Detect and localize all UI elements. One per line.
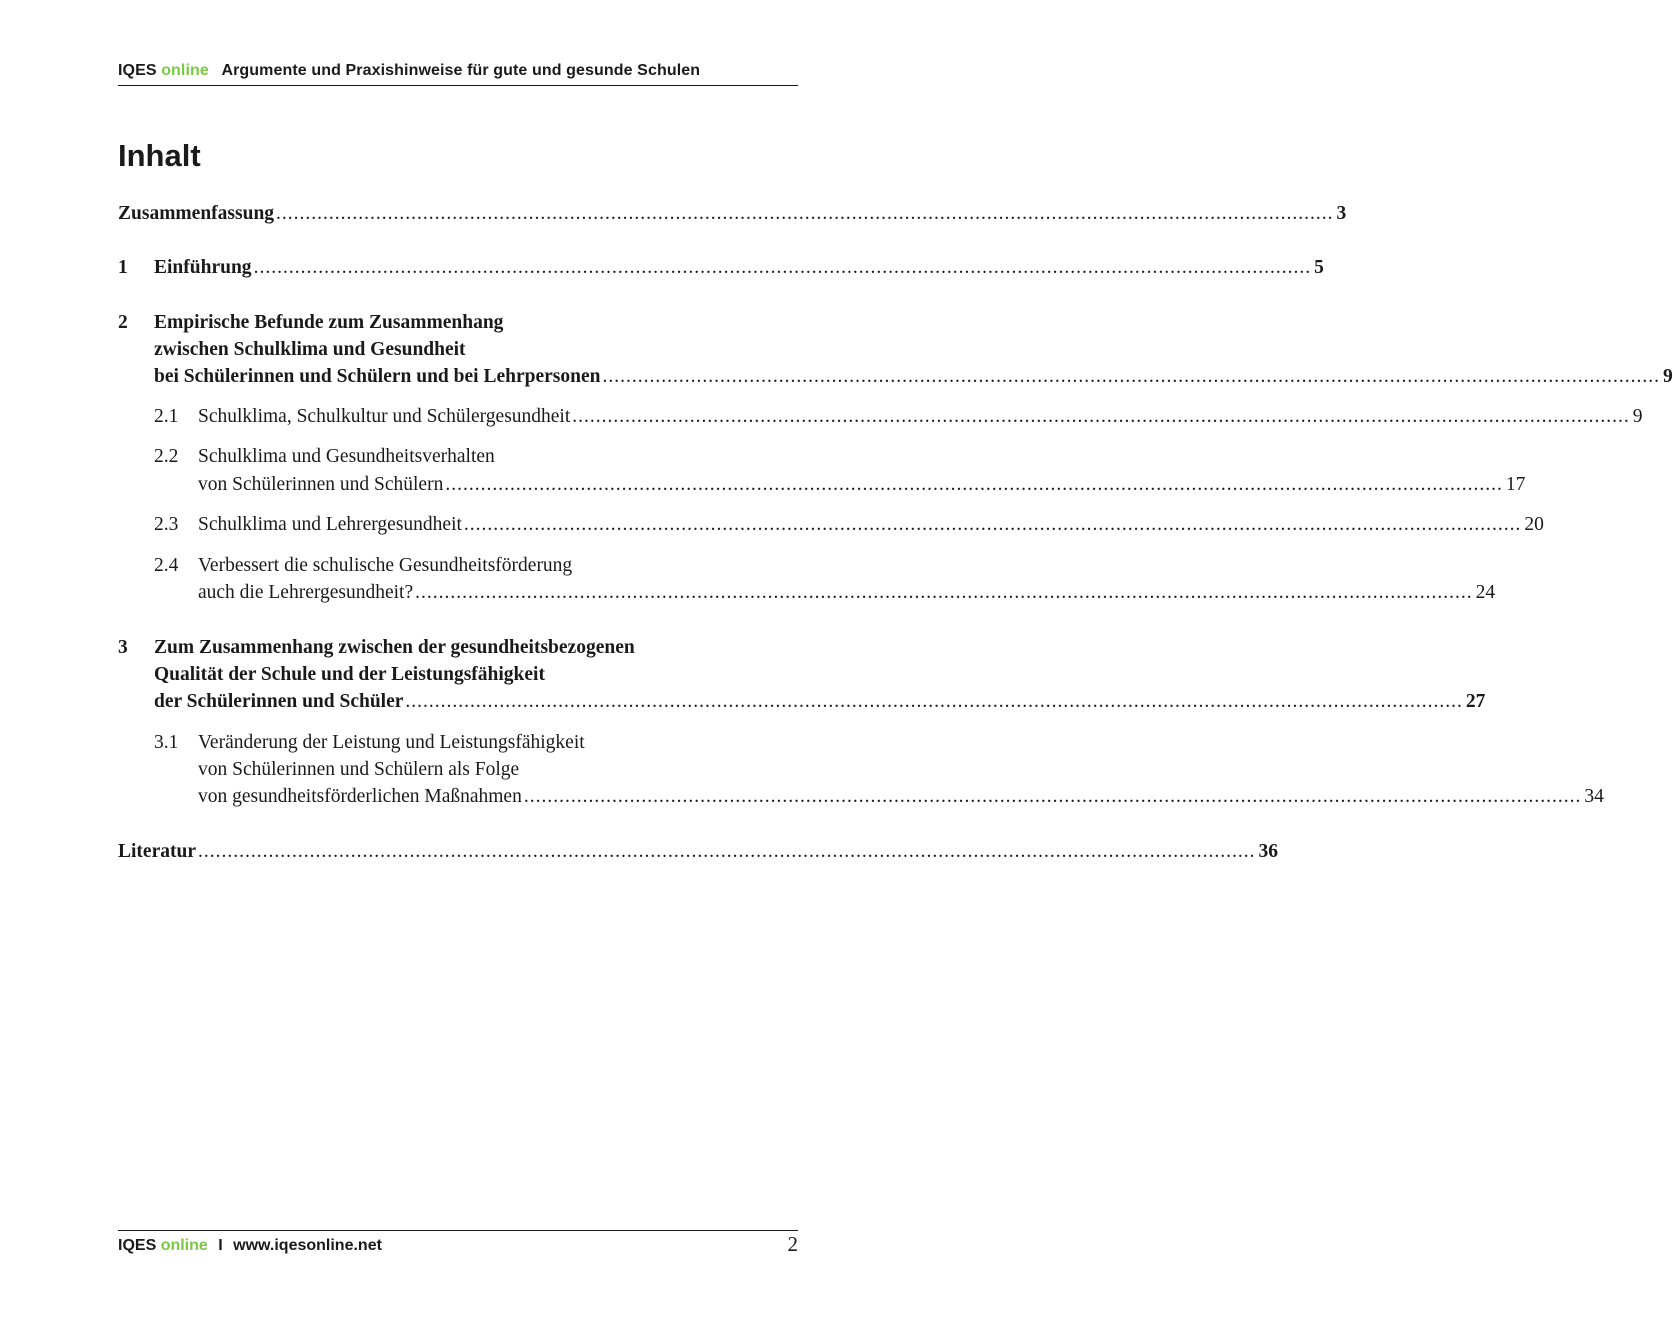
footer-separator: I bbox=[218, 1237, 223, 1254]
toc-page-number: 9 bbox=[1662, 366, 1673, 387]
toc-entry-label: Literatur bbox=[118, 841, 196, 862]
toc-entry-summary[interactable] bbox=[118, 201, 1347, 227]
toc-entry-label: Einführung bbox=[154, 257, 252, 278]
toc-page-number: 20 bbox=[1524, 514, 1544, 535]
toc-entry-chapter-2-line-2 bbox=[118, 337, 798, 363]
running-header bbox=[118, 62, 798, 80]
toc-page-number: 9 bbox=[1632, 406, 1643, 427]
toc-entry-label: Schulklima, Schulkultur und Schülergesundheit bbox=[198, 406, 571, 427]
toc-chapter-number: 1 bbox=[118, 257, 128, 278]
footer-divider bbox=[118, 1230, 798, 1231]
toc-leader-dots: .................................................................................................................................................................................... bbox=[445, 474, 1503, 495]
toc-entry-label: Qualität der Schule und der Leistungsfähigkeit bbox=[154, 664, 545, 685]
toc-entry-label: Zusammenfassung bbox=[118, 203, 275, 224]
toc-entry-section-2-4-line-2[interactable] bbox=[118, 580, 1496, 606]
toc-section-number: 3.1 bbox=[154, 732, 179, 753]
toc-entry-label: Veränderung der Leistung und Leistungsfähigkeit bbox=[198, 732, 585, 753]
toc-entry-label: Empirische Befunde zum Zusammenhang bbox=[154, 312, 504, 333]
toc-entry-label: von Schülerinnen und Schülern bbox=[198, 474, 444, 495]
toc-page-number: 24 bbox=[1475, 582, 1496, 603]
toc-page-number: 36 bbox=[1258, 841, 1278, 862]
toc-leader-dots: .................................................................................................................................................................................... bbox=[572, 406, 1630, 427]
toc-leader-dots: .................................................................................................................................................................................... bbox=[405, 691, 1463, 712]
toc-section-number: 2.4 bbox=[154, 555, 179, 576]
toc-entry-label: von Schülerinnen und Schülern als Folge bbox=[198, 759, 520, 780]
toc-chapter-number: 3 bbox=[118, 637, 128, 658]
toc-leader-dots: .................................................................................................................................................................................... bbox=[415, 582, 1473, 603]
toc-entry-section-3-1-line-2 bbox=[118, 757, 798, 783]
toc-entry-label: zwischen Schulklima und Gesundheit bbox=[154, 339, 466, 360]
toc-entry-section-2-4-line-1[interactable] bbox=[118, 553, 798, 579]
toc-leader-dots: .................................................................................................................................................................................... bbox=[602, 366, 1660, 387]
toc-leader-dots: .................................................................................................................................................................................... bbox=[276, 203, 1334, 224]
footer-brand-accent: online bbox=[160, 1237, 208, 1254]
toc-entry-section-3-1-line-3[interactable] bbox=[118, 784, 1604, 810]
toc-entry-label: auch die Lehrergesundheit? bbox=[198, 582, 414, 603]
toc-page-number: 34 bbox=[1584, 786, 1604, 807]
toc-entry-section-2-3[interactable] bbox=[118, 512, 1544, 538]
toc-entry-chapter-2-line-3[interactable] bbox=[118, 364, 1673, 390]
toc-entry-label: der Schülerinnen und Schüler bbox=[154, 691, 404, 712]
header-divider bbox=[118, 85, 798, 86]
toc-page-number: 17 bbox=[1505, 474, 1526, 495]
header-brand: IQES bbox=[118, 62, 157, 79]
toc-page-number: 5 bbox=[1314, 257, 1324, 278]
toc-leader-dots: .................................................................................................................................................................................... bbox=[523, 786, 1582, 807]
toc-entry-section-2-1[interactable] bbox=[118, 404, 1643, 430]
toc-entry-section-3-1-line-1[interactable] bbox=[118, 730, 798, 756]
toc-leader-dots: .................................................................................................................................................................................... bbox=[253, 257, 1312, 278]
footer-brand: IQES bbox=[118, 1237, 157, 1254]
toc-page-number: 27 bbox=[1465, 691, 1486, 712]
toc-entry-section-2-2-line-2[interactable] bbox=[118, 472, 1526, 498]
toc-entry-label: Schulklima und Gesundheitsverhalten bbox=[198, 446, 495, 467]
header-title: Argumente und Praxishinweise für gute und gesunde Schulen bbox=[221, 62, 701, 79]
toc-entry-label: Verbessert die schulische Gesundheitsförderung bbox=[198, 555, 573, 576]
toc-entry-label: von gesundheitsförderlichen Maßnahmen bbox=[198, 786, 522, 807]
toc-entry-label: bei Schülerinnen und Schülern und bei Lehrpersonen bbox=[154, 366, 601, 387]
toc-entry-chapter-3-line-2 bbox=[118, 662, 798, 688]
toc-entry-chapter-1[interactable] bbox=[118, 255, 1324, 281]
toc-entry-literature[interactable] bbox=[118, 839, 1278, 865]
header-brand-accent: online bbox=[161, 62, 209, 79]
toc-section-number: 2.2 bbox=[154, 446, 179, 467]
toc-entry-chapter-2-line-1[interactable] bbox=[118, 310, 798, 336]
toc-entry-section-2-2-line-1[interactable] bbox=[118, 444, 798, 470]
toc-section-number: 2.3 bbox=[154, 514, 179, 535]
page-title: Inhalt bbox=[118, 138, 201, 173]
toc-section-number: 2.1 bbox=[154, 406, 179, 427]
toc-chapter-number: 2 bbox=[118, 312, 128, 333]
toc-entry-label: Zum Zusammenhang zwischen der gesundheitsbezogenen bbox=[154, 637, 635, 658]
toc-leader-dots: .................................................................................................................................................................................... bbox=[463, 514, 1522, 535]
toc-entry-label: Schulklima und Lehrergesundheit bbox=[198, 514, 462, 535]
toc-page-number: 3 bbox=[1336, 203, 1347, 224]
footer-url-link[interactable]: www.iqesonline.net bbox=[233, 1237, 382, 1254]
running-footer bbox=[118, 1237, 382, 1255]
toc-leader-dots: .................................................................................................................................................................................... bbox=[197, 841, 1256, 862]
page-number: 2 bbox=[787, 1232, 798, 1256]
toc-entry-chapter-3-line-1[interactable] bbox=[118, 635, 798, 661]
toc-entry-chapter-3-line-3[interactable] bbox=[118, 689, 1486, 715]
